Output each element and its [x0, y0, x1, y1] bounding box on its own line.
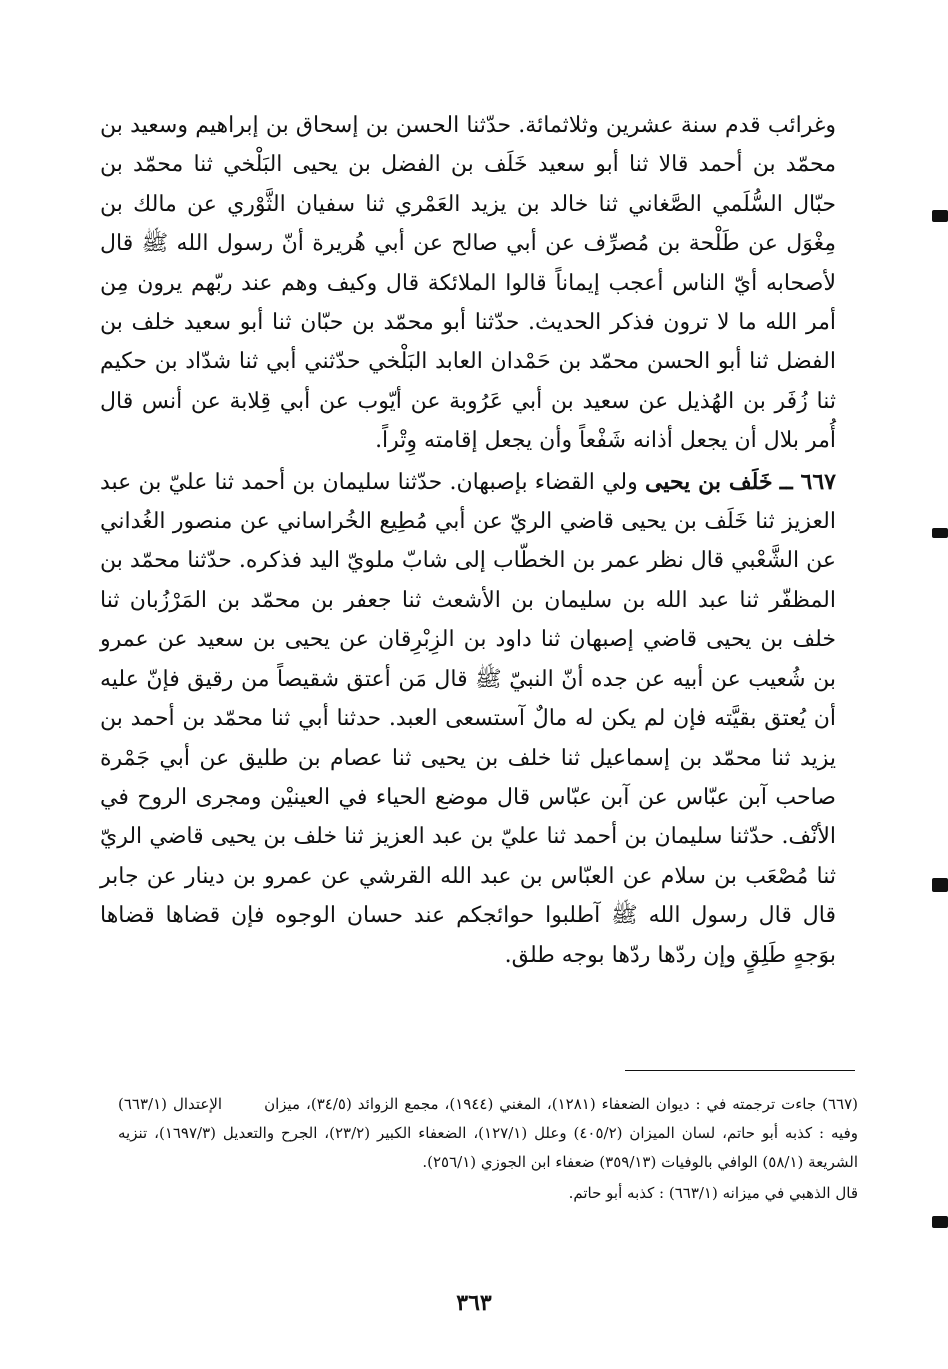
- footnote-divider: [625, 1070, 855, 1071]
- scan-edge-mark: [932, 210, 948, 222]
- footnote-667-continuation: الإعتدال (٦٦٣/١) وفيه : كذبه أبو حاتم، لسان الميزان (٤٠٥/٢) وعلل (١٢٧/١)، الضعفاء الكبير (٢٣/٢)، الجرح والتعديل (١٦٩٧/٣)، تنزيه الشريعة (٥٨/١) الوافي بالوفيات (٣٥٩/١٣) ضعفاء ابن الجوزي (٢٥٦/١).: [118, 1095, 858, 1171]
- scan-edge-mark: [932, 528, 948, 538]
- entry-number: ٦٦٧ ــ: [779, 468, 836, 495]
- page-number: ٣٦٣: [456, 1290, 492, 1316]
- scan-edge-mark: [932, 878, 948, 892]
- footnotes: [118, 1090, 858, 1208]
- paragraph-previous-entry-continuation: وغرائب قدم سنة عشرين وثلاثمائة. حدّثنا الحسن بن إسحاق بن إبراهيم وسعيد بن محمّد بن أحمد قالا ثنا أبو سعيد خَلَف بن الفضل بن يحيى البَلْخي ثنا محمّد بن حبّال السُّلَمي الصَّغاني ثنا خالد بن يزيد العَمْري ثنا سفيان الثَّوْري عن مالك بن مِغْوَل عن طَلْحة بن مُصرِّف عن أبي صالح عن أبي هُريرة أنّ رسول الله ﷺ قال لأصحابه أيّ الناس أعجب إيماناً قالوا الملائكة قال وكيف وهم عند ربّهم يرون مِن أمر الله ما لا ترون فذكر الحديث. حدّثنا أبو محمّد بن حبّان ثنا أبو سعيد خلف بن الفضل ثنا أبو الحسن محمّد بن حَمْدان العابد البَلْخي حدّثني أبي ثنا شدّاد بن حكيم ثنا زُفَر بن الهُذيل عن سعيد بن أبي عَرُوبة عن أيّوب عن أبي قِلابة عن أنس قال أُمر بلال أن يجعل أذانه شَفْعاً وأن يجعل إقامته وِتْراً.: [100, 113, 836, 454]
- footnote-667-first-line: (٦٦٧) جاءت ترجمته في : ديوان الضعفاء (١٢٨١)، المغني (١٩٤٤)، مجمع الزوائد (٣٤/٥)، ميزان: [264, 1095, 858, 1113]
- entry-body: ولي القضاء بإصبهان. حدّثنا سليمان بن أحمد ثنا عليّ بن عبد العزيز ثنا خَلَف بن يحيى قاضي الريّ عن أبي مُطِيع الخُراساني عن منصور الغُداني عن الشَّعْبي قال نظر عمر بن الخطّاب إلى شابّ ملويّ اليد فذكره. حدّثنا محمّد بن المظفّر ثنا عبد الله بن سليمان بن الأشعث ثنا جعفر بن محمّد بن المَرْزُبان ثنا خلف بن يحيى قاضي إصبهان ثنا داود بن الزِبْرِقان عن يحيى بن سعيد عن عمرو بن شُعيب عن أبيه عن جده أنّ النبيّ ﷺ قال مَن أعتق شقيصاً من رقيق فإنّ عليه أن يُعتق بقيَّته فإن لم يكن له مالٌ آستسعى العبد. حدثنا أبي ثنا محمّد بن أحمد بن يزيد ثنا محمّد بن إسماعيل ثنا خلف بن يحيى ثنا عصام بن طليق عن أبي جَمْرة صاحب آبن عبّاس عن آبن عبّاس قال موضع الحياء في العينيْن ومجرى الروح في الأنْف. حدّثنا سليمان بن أحمد ثنا عليّ بن عبد العزيز ثنا خلف بن يحيى قاضي الريّ ثنا مُصْعَب بن سلام عن العبّاس بن عبد الله القرشي عن عمرو بن دينار عن جابر قال قال رسول الله ﷺ آطلبوا حوائجكم عند حسان الوجوه فإن قضاها قضاها بوَجهٍ طَلِقٍ وإن ردّها ردّها بوجه طلق.: [100, 469, 836, 968]
- scan-edge-mark: [932, 1216, 948, 1228]
- entry-name: خَلَف بن يحيى: [644, 468, 773, 495]
- footnote-dhahabi-quote: قال الذهبي في ميزانه (٦٦٣/١) : كذبه أبو حاتم.: [568, 1184, 858, 1202]
- footnote-667: [118, 1090, 858, 1177]
- main-text-body: [100, 106, 836, 975]
- entry-667: [100, 463, 836, 975]
